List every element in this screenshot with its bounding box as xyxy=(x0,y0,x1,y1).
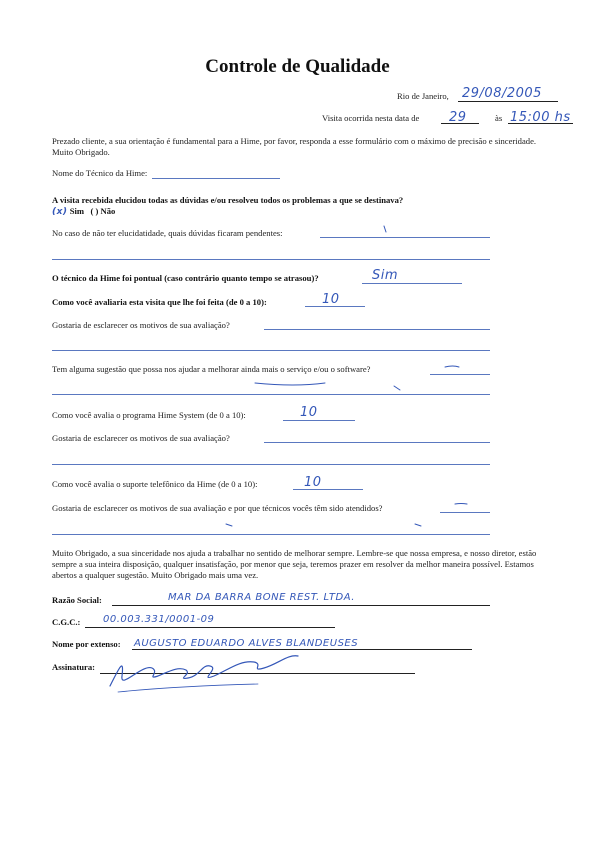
closing-paragraph: Muito Obrigado, a sua sinceridade nos ajuda a trabalhar no sentido de melhorar sempre. Lembre-se que nossa empresa, e nosso diretor, estão sempre a sua inteira disposição, qualquer insatisfação, por menor que seja, teremos prazer em resolver da melhor maneira possível. Estamos abertos a qualquer sugestão. Muito Obrigado mais uma vez. xyxy=(52,548,537,580)
q3-text: Como você avaliaria esta visita que lhe foi feita (de 0 a 10): xyxy=(52,297,267,307)
city-label: Rio de Janeiro, xyxy=(397,91,449,101)
date-handwritten: 29/08/2005 xyxy=(462,86,542,101)
dash-mark xyxy=(455,504,467,505)
razao-label: Razão Social: xyxy=(52,595,102,605)
q5-text: Como você avalia o programa Hime System (de 0 a 10): xyxy=(52,410,246,420)
signature-stroke xyxy=(110,656,298,686)
q5-followup: Gostaria de esclarecer os motivos de sua avaliação? xyxy=(52,433,230,443)
signature-underline xyxy=(118,684,258,692)
assinatura-label: Assinatura: xyxy=(52,662,95,672)
technician-label: Nome do Técnico da Hime: xyxy=(52,168,148,178)
visit-time-handwritten: 15:00 hs xyxy=(510,110,571,125)
q3-answer: 10 xyxy=(322,292,340,307)
dash-mark xyxy=(415,524,421,526)
nome-label: Nome por extenso: xyxy=(52,639,121,649)
razao-value: MAR DA BARRA BONE REST. LTDA. xyxy=(168,592,355,603)
q6-answer: 10 xyxy=(304,475,322,490)
q3-followup: Gostaria de esclarecer os motivos de sua avaliação? xyxy=(52,320,230,330)
q6-text: Como você avalia o suporte telefônico da Hime (de 0 a 10): xyxy=(52,479,258,489)
q1-sim-mark: (x) xyxy=(52,207,68,217)
visit-date-handwritten: 29 xyxy=(449,110,467,125)
visit-label: Visita ocorrida nesta data de xyxy=(322,113,420,123)
q1-text: A visita recebida elucidou todas as dúvidas e/ou resolveu todos os problemas a que se destinava? xyxy=(52,195,404,205)
q4-text: Tem alguma sugestão que possa nos ajudar a melhorar ainda mais o serviço e/ou o software? xyxy=(52,364,371,374)
q2-answer: Sim xyxy=(372,268,399,283)
q1-sim-label: Sim xyxy=(69,206,85,216)
dash-mark xyxy=(384,226,386,232)
form-title: Controle de Qualidade xyxy=(205,56,390,77)
q6-followup: Gostaria de esclarecer os motivos de sua avaliação e por que técnicos vocês têm sido atendidos? xyxy=(52,503,383,513)
q1-followup: No caso de não ter elucidatidade, quais dúvidas ficaram pendentes: xyxy=(52,228,283,238)
intro-paragraph: Prezado cliente, a sua orientação é fundamental para a Hime, por favor, responda a esse formulário com o máximo de precisão e sinceridade. Muito Obrigado. xyxy=(52,136,537,157)
dash-mark xyxy=(255,383,325,385)
as-label: às xyxy=(495,113,503,123)
cgc-value: 00.003.331/0001-09 xyxy=(103,614,215,625)
dash-mark xyxy=(445,366,459,367)
q5-answer: 10 xyxy=(300,405,318,420)
q2-text: O técnico da Hime foi pontual (caso contrário quanto tempo se atrasou)? xyxy=(52,273,319,283)
q1-nao-label: Não xyxy=(100,206,116,216)
cgc-label: C.G.C.: xyxy=(52,617,81,627)
dash-mark xyxy=(226,524,232,526)
check-mark xyxy=(394,386,400,390)
q1-nao-mark: ( ) xyxy=(90,206,99,216)
nome-value: AUGUSTO EDUARDO ALVES BLANDEUSES xyxy=(134,638,359,649)
